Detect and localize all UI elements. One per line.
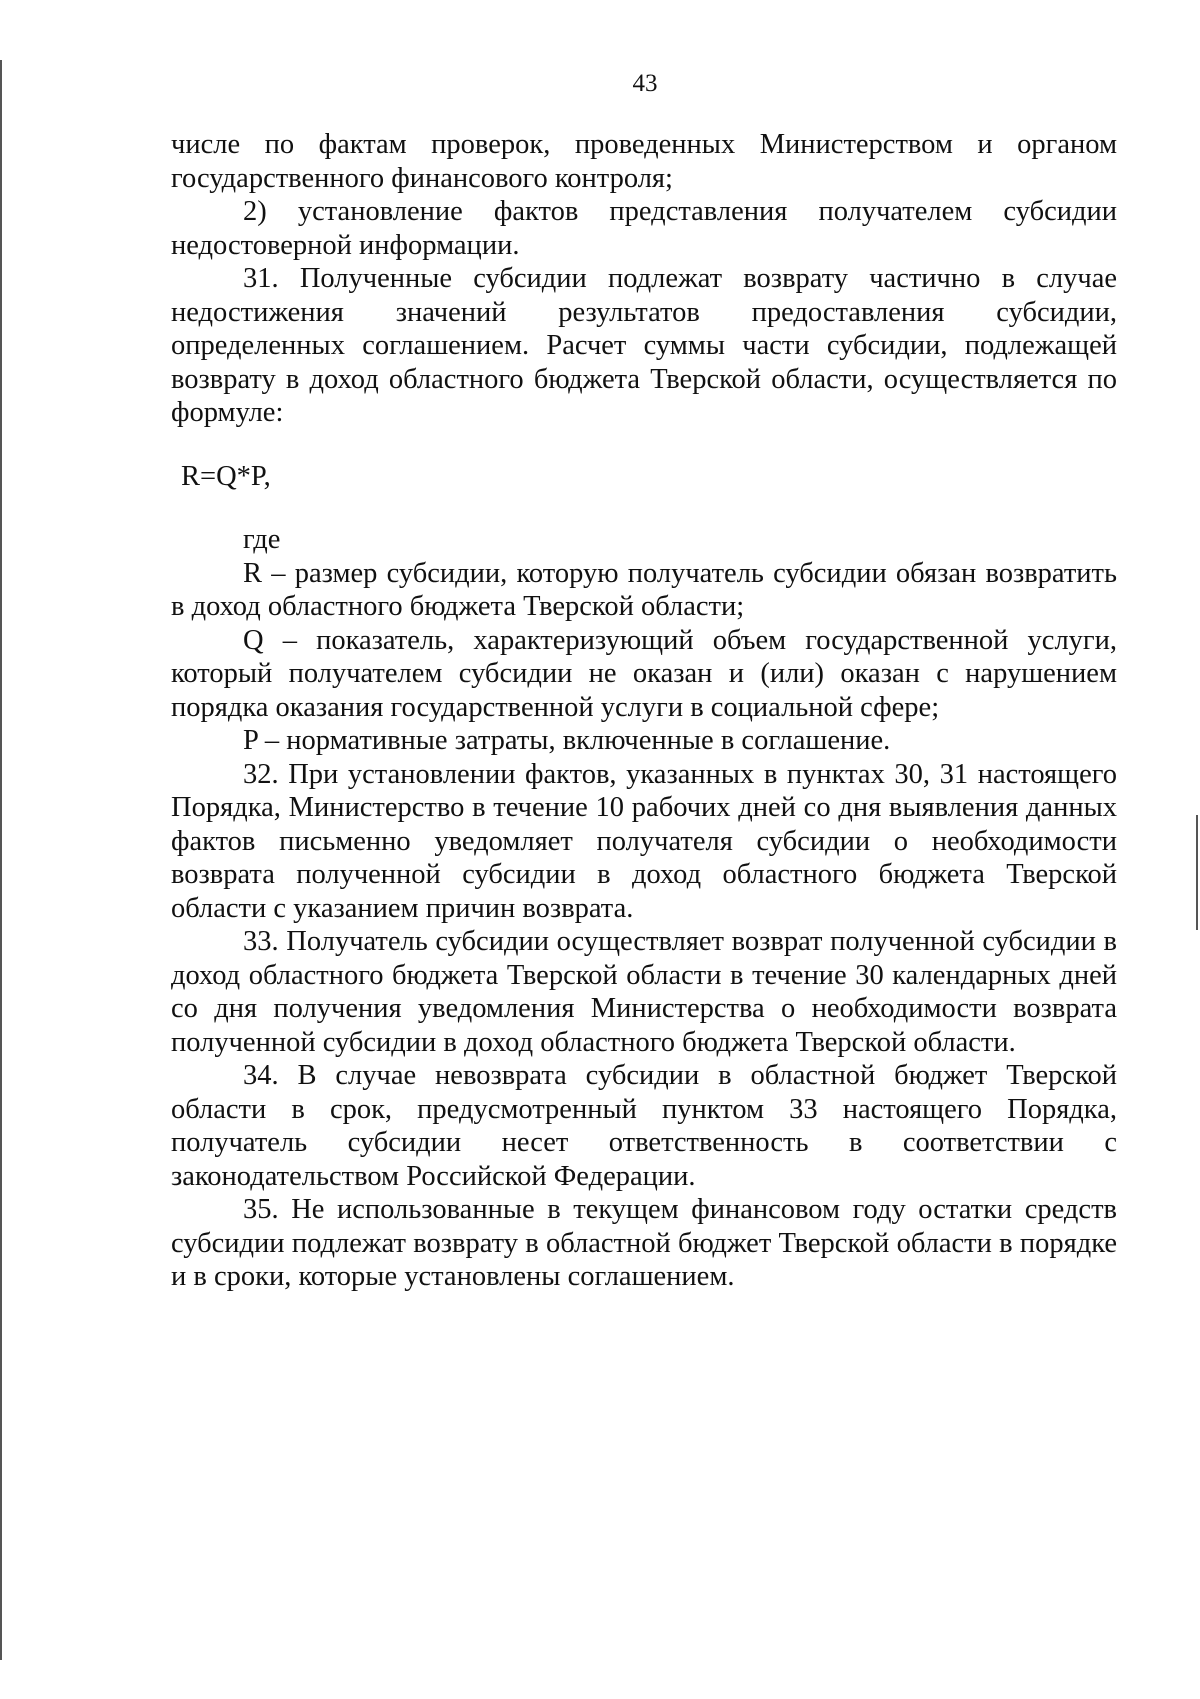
paragraph-item-2: 2) установление фактов представления получателем субсидии недостоверной информации.	[171, 196, 1117, 261]
paragraph-33: 33. Получатель субсидии осуществляет возврат полученной субсидии в доход областного бюджета Тверской области в течение 30 календарных дней со дня получения уведомления Министерства о необходимости возврата полученной субсидии в доход областного бюджета Тверской области.	[171, 926, 1117, 1058]
definition-r: R – размер субсидии, которую получатель субсидии обязан возвратить в доход областного бюджета Тверской области;	[171, 557, 1117, 622]
formula-where: где	[243, 524, 281, 555]
scan-edge-right	[1196, 815, 1198, 930]
paragraph-34: 34. В случае невозврата субсидии в областной бюджет Тверской области в срок, предусмотренный пунктом 33 настоящего Порядка, получатель субсидии несет ответственность в соответствии с законодательством Российской Федерации.	[171, 1060, 1117, 1192]
definition-p: P – нормативные затраты, включенные в соглашение.	[243, 725, 891, 756]
definition-q: Q – показатель, характеризующий объем государственной услуги, который получателем субсидии не оказан и (или) оказан с нарушением порядка оказания государственной услуги в социальной сфере;	[171, 624, 1117, 723]
paragraph-32: 32. При установлении фактов, указанных в пунктах 30, 31 настоящего Порядка, Министерство в течение 10 рабочих дней со дня выявления данных фактов письменно уведомляет получателя субсидии о необходимости возврата полученной субсидии в доход областного бюджета Тверской области с указанием причин возврата.	[171, 758, 1117, 924]
paragraph-35: 35. Не использованные в текущем финансовом году остатки средств субсидии подлежат возврату в областной бюджет Тверской области в порядке и в сроки, которые установлены соглашением.	[171, 1194, 1117, 1292]
paragraph-31: 31. Полученные субсидии подлежат возврату частично в случае недостижения значений результатов предоставления субсидии, определенных соглашением. Расчет суммы части субсидии, подлежащей возврату в доход областного бюджета Тверской области, осуществляется по формуле:	[171, 263, 1117, 428]
paragraph-continuation: числе по фактам проверок, проведенных Министерством и органом государственного финансового контроля;	[171, 129, 1117, 194]
page-number: 43	[632, 70, 658, 97]
document-body	[171, 128, 1117, 1294]
formula: R=Q*P,	[181, 460, 271, 492]
scan-edge-left	[0, 60, 2, 1660]
